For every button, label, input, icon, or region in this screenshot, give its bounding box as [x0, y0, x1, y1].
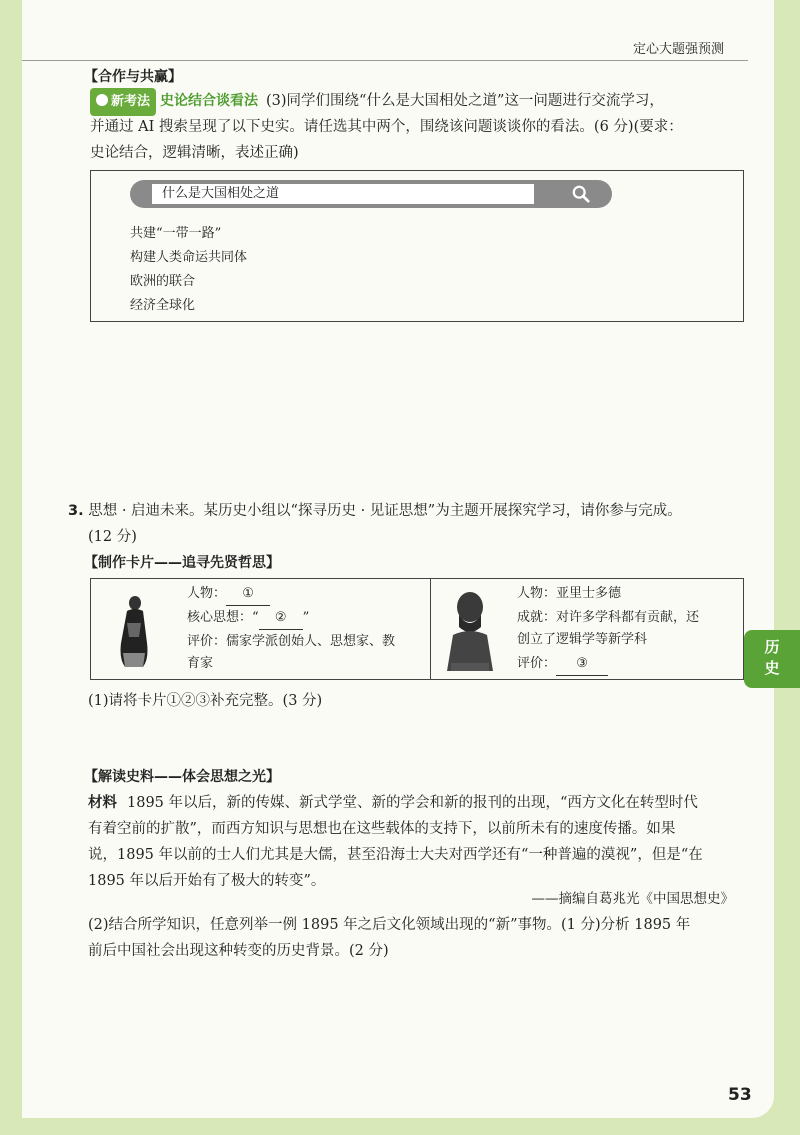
tab-char-1: 历 [764, 638, 780, 656]
question-3-stem [68, 498, 682, 524]
sub-question-2-line1: (2)结合所学知识，任意列举一例 1895 年之后文化领域出现的“新”事物。(1 分)分析 1895 年 [88, 917, 691, 933]
card2-achievement-cont: 创立了逻辑学等新学科 [517, 632, 648, 647]
sub-question-1: (1)请将卡片①②③补充完整。(3 分) [88, 693, 323, 709]
blank-1[interactable]: ① [226, 583, 270, 606]
blank-3[interactable]: ③ [556, 653, 608, 676]
lightbulb-icon [96, 94, 108, 106]
material-line4: 1895 年以后开始有了极大的转变”。 [88, 873, 326, 889]
card-table [90, 578, 744, 680]
card2-evaluation: 评价： ③ [517, 653, 608, 676]
header-title: 定心大题强预测 [632, 42, 724, 57]
question-3-line1 [90, 88, 664, 116]
material-label: 材料 [88, 795, 117, 811]
material-line3: 说，1895 年以前的士人们尤其是大儒，甚至沿海士大夫对西学还有“一种普遍的漠视”，但是“在 [88, 847, 703, 863]
card1-evaluation-cont: 育家 [187, 656, 214, 671]
search-bar [130, 180, 612, 208]
page-number: 53 [728, 1085, 752, 1105]
card1-thought: 核心思想：“ ② ” [187, 607, 309, 630]
question-3-line3: 史论结合，逻辑清晰，表述正确) [90, 145, 299, 161]
question-3-score: (12 分) [88, 529, 137, 545]
confucius-portrait [113, 593, 155, 669]
search-result-item: 共建“一带一路” [130, 226, 222, 241]
section-heading-cards: 【制作卡片——追寻先贤哲思】 [84, 555, 280, 571]
question-number: 3. [68, 503, 84, 519]
material-line1: 材料 1895 年以后，新的传媒、新式学堂、新的学会和新的报刊的出现，“西方文化在转型时代 [88, 795, 698, 811]
search-input: 什么是大国相处之道 [152, 184, 534, 204]
card2-person: 人物：亚里士多德 [517, 586, 622, 601]
question-3-line2: 并通过 AI 搜索呈现了以下史实。请任选其中两个，围绕该问题谈谈你的看法。(6 分)(要求： [90, 119, 683, 135]
card2-achievement: 成就：对许多学科都有贡献，还 [517, 610, 700, 625]
section-heading-cooperation: 【合作与共赢】 [84, 69, 182, 85]
aristotle-bust [441, 587, 499, 673]
section-heading-material: 【解读史料——体会思想之光】 [84, 769, 280, 785]
search-icon [572, 185, 590, 203]
card1-evaluation: 评价：儒家学派创始人、思想家、教 [187, 634, 396, 649]
material-line2: 有着空前的扩散”，而西方知识与思想也在这些载体的支持下，以前所未有的速度传播。如果 [88, 821, 676, 837]
header-divider [22, 60, 748, 61]
method-label: 史论结合谈看法 [160, 93, 259, 109]
question-stem-text: 思想 · 启迪未来。某历史小组以“探寻历史 · 见证思想”为主题开展探究学习，请你参与完成。 [88, 503, 682, 519]
blank-2[interactable]: ② [259, 607, 303, 630]
card-divider [430, 579, 431, 679]
search-result-item: 经济全球化 [130, 298, 196, 313]
card1-person: 人物： ① [187, 583, 270, 606]
page [22, 0, 774, 1118]
question-text: (3)同学们围绕“什么是大国相处之道”这一问题进行交流学习， [266, 93, 664, 109]
new-method-tag: 新考法 [90, 88, 156, 116]
sub-question-2-line2: 前后中国社会出现这种转变的历史背景。(2 分) [88, 943, 389, 959]
search-result-item: 构建人类命运共同体 [130, 250, 248, 265]
subject-tab-history[interactable] [744, 630, 800, 688]
tab-char-2: 史 [764, 659, 780, 677]
search-result-item: 欧洲的联合 [130, 274, 196, 289]
material-source: ——摘编自葛兆光《中国思想史》 [531, 891, 734, 907]
